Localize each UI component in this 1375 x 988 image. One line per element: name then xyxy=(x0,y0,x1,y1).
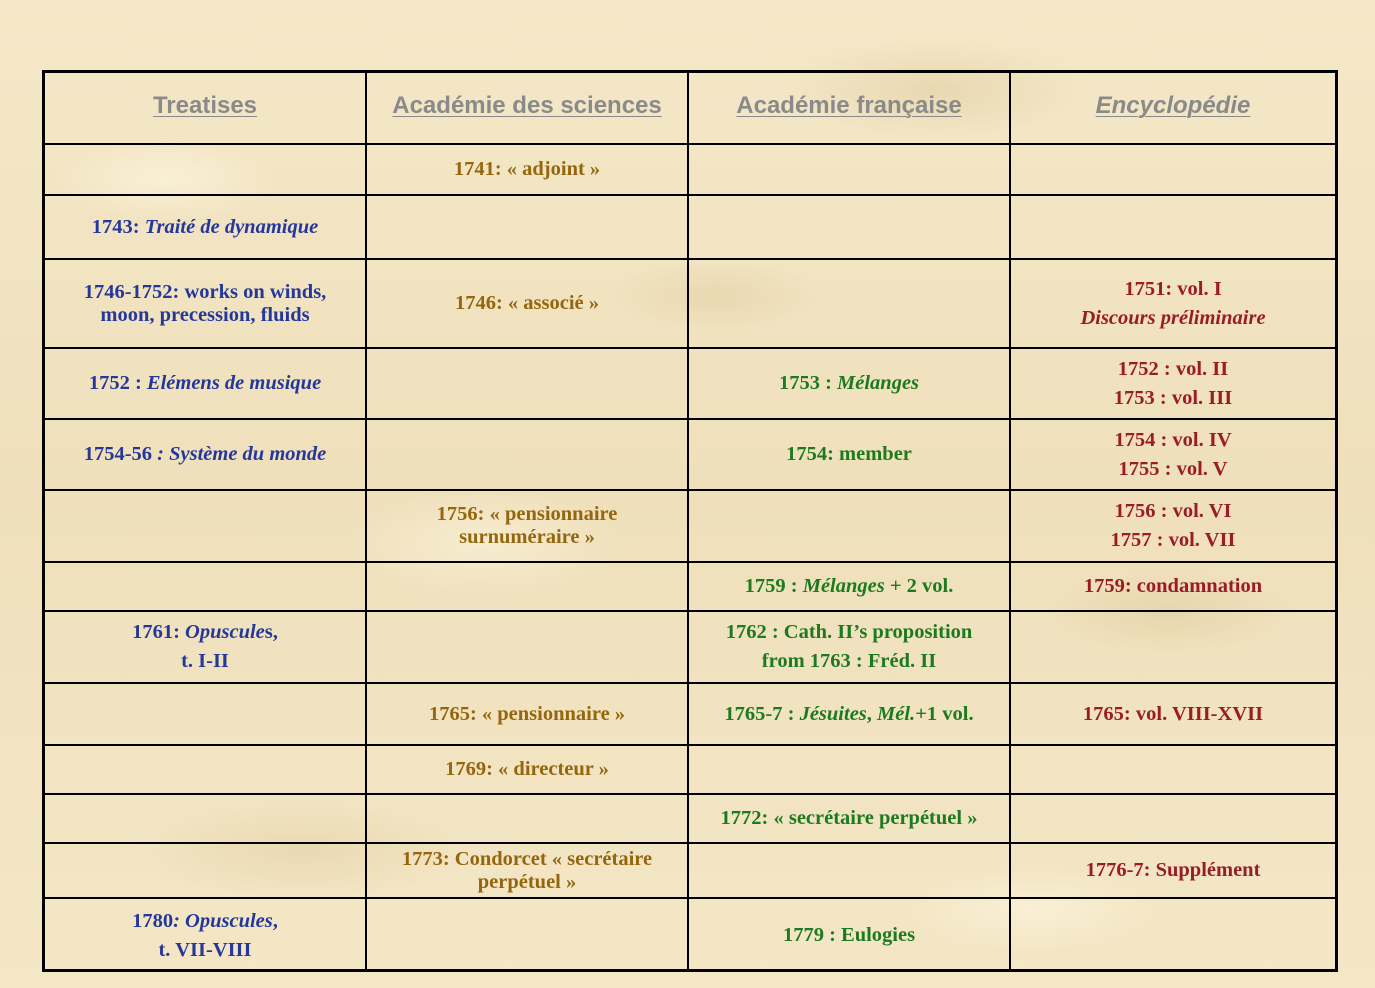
cell-line xyxy=(1086,859,1261,882)
cell-line xyxy=(786,443,912,466)
cell-text: : Opuscules xyxy=(173,909,273,932)
empty-cell xyxy=(45,145,367,196)
table-cell-treatises xyxy=(45,196,367,260)
table-cell-academie-francaise xyxy=(689,420,1011,491)
empty-cell xyxy=(367,349,689,420)
column-header-academie-sciences: Académie des sciences xyxy=(367,73,689,145)
column-header-academie-francaise: Académie française xyxy=(689,73,1011,145)
empty-cell xyxy=(45,563,367,612)
cell-text: 1761: xyxy=(132,621,186,643)
cell-text: 1755 : vol. V xyxy=(1118,457,1228,480)
table-cell-encyclopedie xyxy=(1011,844,1335,899)
empty-cell xyxy=(689,746,1011,795)
cell-line xyxy=(1115,500,1232,523)
cell-text: 1756: « pensionnaire xyxy=(436,503,618,525)
cell-text: 1759 : xyxy=(744,575,803,597)
table-cell-encyclopedie xyxy=(1011,349,1335,420)
cell-text: from 1763 : Fréd. II xyxy=(761,650,937,672)
cell-text: s, xyxy=(264,621,278,643)
empty-cell xyxy=(1011,196,1335,260)
empty-cell xyxy=(45,491,367,563)
table-cell-encyclopedie xyxy=(1011,491,1335,563)
empty-cell xyxy=(45,684,367,746)
cell-text: 1765: vol. VIII-XVII xyxy=(1082,702,1264,725)
cell-text: Mél. xyxy=(877,702,916,725)
cell-text: 1765: « pensionnaire » xyxy=(428,702,626,725)
cell-line xyxy=(478,871,577,894)
cell-text: 1743: xyxy=(91,215,145,238)
empty-cell xyxy=(1011,795,1335,844)
cell-text: Elémens de musique xyxy=(146,372,322,394)
cell-text: , xyxy=(866,702,878,725)
cell-text: 1780 xyxy=(132,909,174,932)
table-cell-academie-sciences xyxy=(367,145,689,196)
cell-line xyxy=(762,650,936,673)
cell-text: 1769: « directeur » xyxy=(445,758,609,780)
table-cell-academie-sciences xyxy=(367,746,689,795)
cell-line xyxy=(1124,278,1221,301)
cell-text: +1 vol. xyxy=(915,702,974,725)
cell-line xyxy=(455,292,599,315)
cell-line xyxy=(1118,358,1228,381)
empty-cell xyxy=(689,491,1011,563)
empty-cell xyxy=(367,795,689,844)
empty-cell xyxy=(45,844,367,899)
cell-text: 1746: « associé » xyxy=(454,292,600,314)
column-header-encyclopedie: Encyclopédie xyxy=(1011,73,1335,145)
table-cell-treatises xyxy=(45,349,367,420)
cell-line xyxy=(89,372,321,395)
cell-text: t. VII-VIII xyxy=(158,938,252,961)
cell-line xyxy=(181,650,229,673)
cell-text: 1754 : vol. IV xyxy=(1114,428,1232,451)
table-cell-treatises xyxy=(45,899,367,972)
cell-text: t. I-II xyxy=(181,650,229,672)
cell-line xyxy=(1084,575,1262,598)
cell-line xyxy=(721,807,978,830)
empty-cell xyxy=(689,196,1011,260)
table-cell-academie-francaise xyxy=(689,612,1011,684)
cell-line xyxy=(1083,703,1263,726)
empty-cell xyxy=(367,612,689,684)
empty-cell xyxy=(367,420,689,491)
cell-text: : Système du monde xyxy=(157,443,327,465)
table-cell-academie-francaise xyxy=(689,899,1011,972)
cell-text: moon, precession, fluids xyxy=(100,303,310,326)
cell-line xyxy=(1114,429,1231,452)
empty-cell xyxy=(367,899,689,972)
empty-cell xyxy=(1011,145,1335,196)
cell-text: 1759: condamnation xyxy=(1083,575,1263,597)
cell-text: 1765-7 : xyxy=(724,702,800,725)
cell-text: , xyxy=(272,909,278,932)
cell-text: 1753 : xyxy=(778,372,838,394)
cell-line xyxy=(745,575,954,598)
cell-text: 1754: member xyxy=(786,443,912,465)
cell-line xyxy=(92,216,318,239)
empty-cell xyxy=(45,795,367,844)
table-cell-academie-sciences xyxy=(367,844,689,899)
cell-text: surnuméraire » xyxy=(459,526,595,548)
cell-text: Traité de dynamique xyxy=(144,215,319,238)
cell-text: Mélanges xyxy=(837,372,920,394)
empty-cell xyxy=(689,844,1011,899)
table-cell-treatises xyxy=(45,260,367,349)
cell-line xyxy=(132,621,278,644)
cell-text: 1754-56 xyxy=(83,443,158,465)
cell-line xyxy=(459,526,595,549)
cell-line xyxy=(437,503,618,526)
cell-text: 1773: Condorcet « secrétaire xyxy=(401,847,653,870)
cell-line xyxy=(132,910,278,933)
empty-cell xyxy=(689,260,1011,349)
cell-text: 1779 : Eulogies xyxy=(782,924,916,946)
table-cell-academie-francaise xyxy=(689,563,1011,612)
cell-text: 1752 : vol. II xyxy=(1117,357,1229,380)
cell-text: Mélanges xyxy=(802,575,885,597)
cell-text: perpétuel » xyxy=(477,870,577,893)
cell-text: 1772: « secrétaire perpétuel » xyxy=(720,807,978,829)
cell-text: Opuscule xyxy=(185,621,265,643)
chronology-table xyxy=(42,70,1338,972)
column-header-treatises: Treatises xyxy=(45,73,367,145)
cell-line xyxy=(783,924,915,947)
table-cell-academie-francaise xyxy=(689,349,1011,420)
cell-line xyxy=(402,848,652,871)
cell-line xyxy=(100,304,309,327)
cell-text: 1751: vol. I xyxy=(1124,277,1222,300)
table-cell-academie-sciences xyxy=(367,260,689,349)
table-cell-encyclopedie xyxy=(1011,260,1335,349)
empty-cell xyxy=(45,746,367,795)
cell-text: 1756 : vol. VI xyxy=(1114,500,1232,522)
table-cell-academie-sciences xyxy=(367,491,689,563)
cell-line xyxy=(445,758,609,781)
table-cell-academie-sciences xyxy=(367,684,689,746)
cell-line xyxy=(158,939,251,962)
cell-text: Discours préliminaire xyxy=(1080,306,1266,329)
empty-cell xyxy=(367,196,689,260)
table-cell-encyclopedie xyxy=(1011,420,1335,491)
table-cell-academie-francaise xyxy=(689,795,1011,844)
cell-text: 1757 : vol. VII xyxy=(1110,529,1236,551)
cell-text: 1741: « adjoint » xyxy=(453,158,601,180)
table-cell-academie-francaise xyxy=(689,684,1011,746)
cell-line xyxy=(84,443,327,466)
table-cell-treatises xyxy=(45,612,367,684)
table-cell-encyclopedie xyxy=(1011,684,1335,746)
cell-text: + 2 vol. xyxy=(884,575,954,597)
cell-text: 1762 : Cath. II’s proposition xyxy=(725,621,973,643)
cell-line xyxy=(1111,529,1236,552)
cell-line xyxy=(724,703,973,726)
cell-line xyxy=(1114,387,1232,410)
cell-text: 1753 : vol. III xyxy=(1113,386,1233,409)
cell-text: 1776-7: Supplément xyxy=(1085,859,1261,881)
empty-cell xyxy=(1011,899,1335,972)
cell-line xyxy=(84,281,327,304)
cell-text: 1746-1752: works on winds, xyxy=(83,280,327,303)
table-cell-treatises xyxy=(45,420,367,491)
cell-line xyxy=(726,621,973,644)
cell-line xyxy=(454,158,600,181)
cell-line xyxy=(1080,307,1265,330)
cell-text: 1752 : xyxy=(88,372,147,394)
cell-text: Jésuites xyxy=(799,702,867,725)
empty-cell xyxy=(689,145,1011,196)
empty-cell xyxy=(1011,746,1335,795)
cell-line xyxy=(779,372,919,395)
table-cell-encyclopedie xyxy=(1011,563,1335,612)
empty-cell xyxy=(1011,612,1335,684)
cell-line xyxy=(1119,458,1228,481)
empty-cell xyxy=(367,563,689,612)
cell-line xyxy=(429,703,625,726)
